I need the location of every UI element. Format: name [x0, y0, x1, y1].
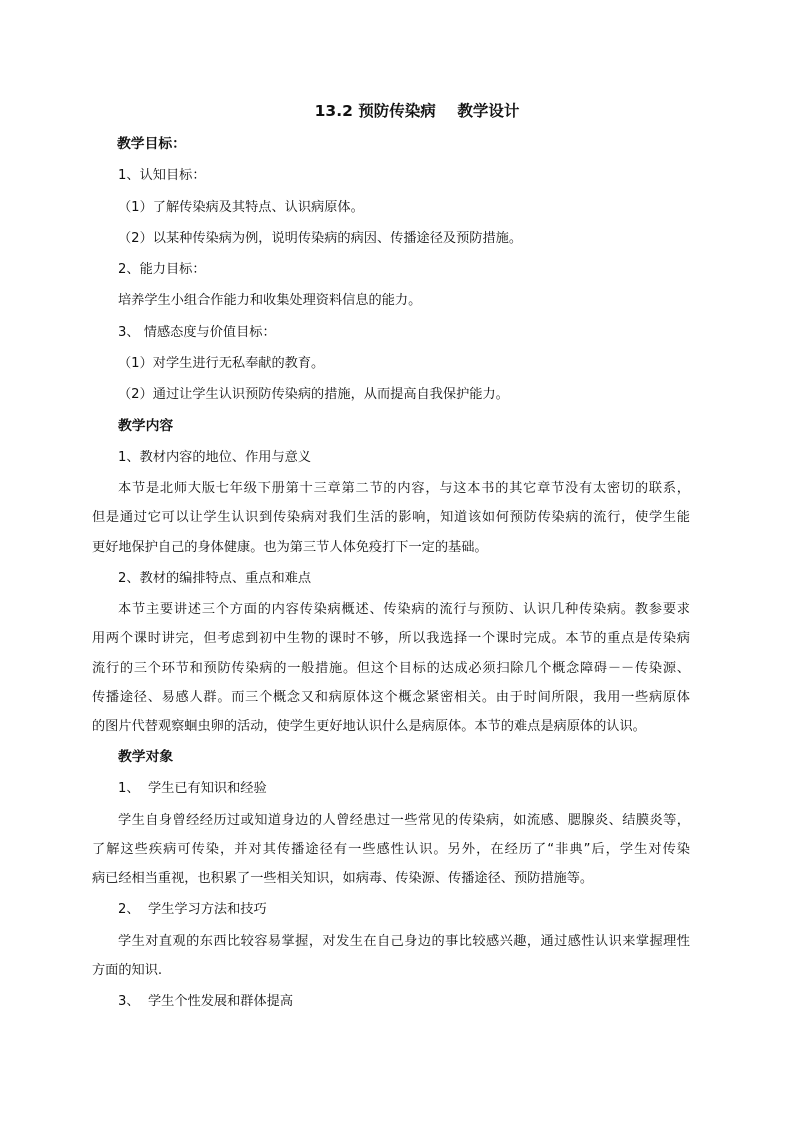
paragraph-line: 但是通过它可以让学生认识到传染病对我们生活的影响，知道该如何预防传染病的流行，使学生能 [92, 510, 690, 526]
paragraph-line: 学生对直观的东西比较容易掌握，对发生在自己身边的事比较感兴趣，通过感性认识来掌握理性 [118, 933, 690, 949]
content-paragraph-2 [92, 595, 690, 741]
content-subtitle-1: 1、教材内容的地位、作用与意义 [118, 449, 312, 465]
target-subtitle-3: 3、 学生个性发展和群体提高 [118, 994, 294, 1010]
goal-emotion-item-1: （1）对学生进行无私奉献的教育。 [118, 356, 325, 372]
section-heading-content: 教学内容 [118, 417, 174, 434]
goal-emotion-item-2: （2）通过让学生认识预防传染病的措施，从而提高自我保护能力。 [118, 387, 509, 403]
document-title: 13.2 预防传染病 教学设计 [314, 102, 520, 120]
paragraph-line: 传播途径、易感人群。而三个概念又和病原体这个概念紧密相关。由于时间所限，我用一些病原体 [92, 689, 690, 705]
content-subtitle-2: 2、教材的编排特点、重点和难点 [118, 570, 312, 586]
paragraph-line: 流行的三个环节和预防传染病的一般措施。但这个目标的达成必须扫除几个概念障碍－－传染源、 [92, 660, 690, 676]
goal-cognitive-item-2: （2）以某种传染病为例，说明传染病的病因、传播途径及预防措施。 [118, 230, 523, 246]
target-paragraph-2 [92, 927, 690, 985]
goal-cognitive-item-1: （1）了解传染病及其特点、认识病原体。 [118, 199, 364, 215]
target-subtitle-2: 2、 学生学习方法和技巧 [118, 902, 267, 918]
paragraph-line: 了解这些疾病可传染，并对其传播途径有一些感性认识。另外，在经历了“非典”后，学生对传染 [92, 841, 690, 857]
goal-ability-title: 2、能力目标： [118, 262, 206, 278]
goal-emotion-title: 3、 情感态度与价值目标： [118, 324, 276, 340]
paragraph-line: 本节是北师大版七年级下册第十三章第二节的内容，与这本书的其它章节没有太密切的联系， [118, 481, 690, 497]
content-paragraph-1 [92, 474, 690, 562]
section-heading-target: 教学对象 [118, 749, 174, 766]
goal-ability-text: 培养学生小组合作能力和收集处理资料信息的能力。 [118, 293, 422, 309]
paragraph-line: 更好地保护自己的身体健康。也为第三节人体免疫打下一定的基础。 [92, 539, 488, 555]
goal-cognitive-title: 1、认知目标： [118, 168, 206, 184]
paragraph-line: 病已经相当重视，也积累了一些相关知识，如病毒、传染源、传播途径、预防措施等。 [92, 871, 594, 887]
paragraph-line: 用两个课时讲完，但考虑到初中生物的课时不够，所以我选择一个课时完成。本节的重点是传染病 [92, 631, 690, 647]
paragraph-line: 方面的知识. [92, 962, 163, 978]
target-subtitle-1: 1、 学生已有知识和经验 [118, 781, 267, 797]
paragraph-line: 的图片代替观察蛔虫卵的活动，使学生更好地认识什么是病原体。本节的难点是病原体的认识。 [92, 718, 646, 734]
target-paragraph-1 [92, 806, 690, 894]
section-heading-goals: 教学目标： [117, 136, 186, 152]
document-body [92, 98, 690, 1017]
paragraph-line: 本节主要讲述三个方面的内容传染病概述、传染病的流行与预防、认识几种传染病。教参要求 [118, 602, 690, 618]
paragraph-line: 学生自身曾经经历过或知道身边的人曾经患过一些常见的传染病，如流感、腮腺炎、结膜炎等， [118, 812, 690, 828]
